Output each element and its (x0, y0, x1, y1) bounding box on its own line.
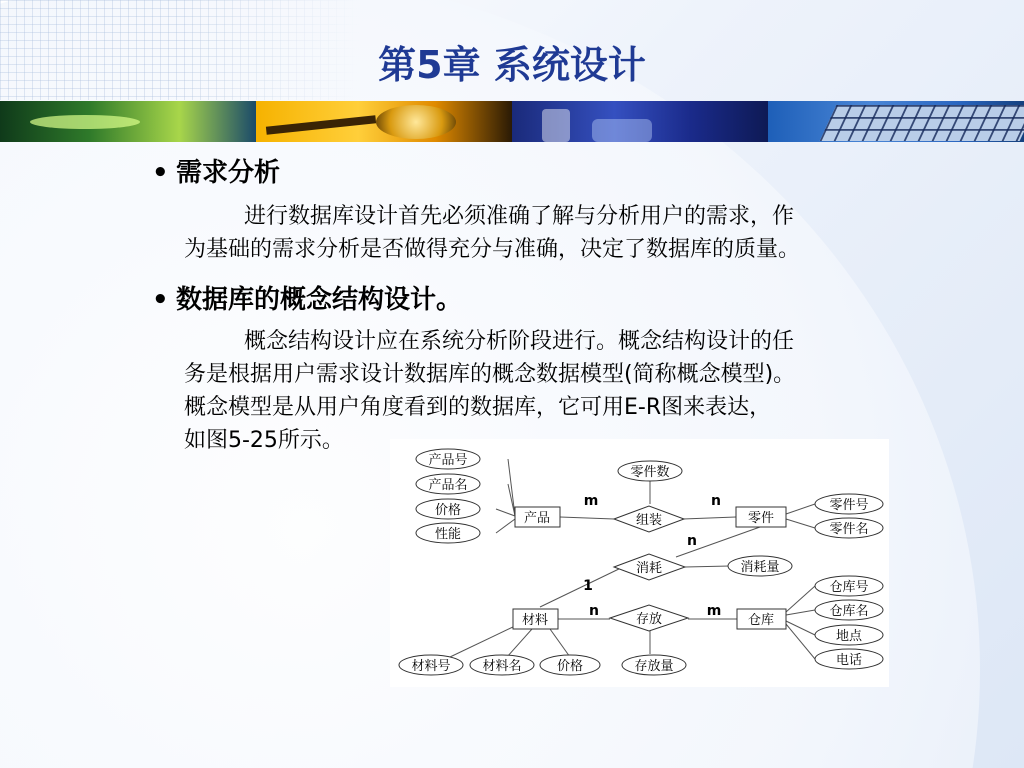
er-attr-location-label: 地点 (835, 629, 863, 644)
banner-image-lab-glassware (512, 101, 768, 142)
bullet-heading-1 (152, 152, 280, 189)
bullet-1-line-1: 进行数据库设计首先必须准确了解与分析用户的需求，作 (244, 204, 795, 229)
er-rel-store-label: 存放 (635, 612, 663, 627)
er-attr-consumption-label: 消耗量 (740, 560, 780, 575)
er-rel-assemble-label: 组装 (635, 513, 663, 528)
er-attr-price-label: 价格 (434, 503, 462, 518)
er-diagram (390, 439, 889, 687)
er-entity-warehouse-label: 仓库 (747, 613, 775, 628)
bullet-2-line-1: 概念结构设计应在系统分析阶段进行。概念结构设计的任 (244, 329, 795, 354)
er-attr-part-name-label: 零件名 (829, 522, 869, 537)
er-entity-material-label: 材料 (521, 613, 549, 628)
banner-image-keyboard (768, 101, 1024, 142)
er-attr-product-no-label: 产品号 (428, 453, 468, 468)
bullet-heading-text: 需求分析 (176, 158, 281, 188)
bullet-heading-2 (152, 279, 462, 316)
er-entity-part-label: 零件 (747, 511, 775, 526)
banner-image-mouse (0, 101, 256, 142)
er-attr-material-no-label: 材料号 (411, 659, 451, 674)
er-attr-part-count-label: 零件数 (630, 465, 670, 480)
er-attr-performance-label: 性能 (434, 527, 462, 542)
er-attr-product-name-label: 产品名 (428, 478, 468, 493)
er-attr-material-price-label: 价格 (556, 659, 584, 674)
banner-image-hard-drive (256, 101, 512, 142)
er-diagram-svg (390, 439, 889, 687)
bullet-2-line-2: 务是根据用户需求设计数据库的概念数据模型(简称概念模型)。 (184, 362, 796, 387)
cardinality-consume-material: 1 (583, 578, 593, 594)
cardinality-consume-part: n (687, 533, 697, 549)
er-attr-store-qty-label: 存放量 (634, 659, 674, 674)
bullet-dot-icon: • (152, 158, 169, 188)
slide-title: 第5章 系统设计 (378, 43, 646, 87)
bullet-2-line-4: 如图5-25所示。 (184, 428, 344, 453)
cardinality-assemble-part: n (711, 493, 721, 509)
header-image-banner (0, 101, 1024, 142)
bullet-dot-icon: • (152, 285, 169, 315)
bullet-2-line-3: 概念模型是从用户角度看到的数据库，它可用E-R图来表达， (184, 395, 772, 420)
cardinality-assemble-product: m (583, 493, 599, 509)
er-attr-warehouse-no-label: 仓库号 (829, 580, 869, 595)
bullet-1-line-2: 为基础的需求分析是否做得充分与准确，决定了数据库的质量。 (184, 237, 801, 262)
er-attr-part-no-label: 零件号 (829, 498, 869, 513)
er-attr-warehouse-name-label: 仓库名 (829, 604, 869, 619)
er-attr-material-name-label: 材料名 (482, 659, 522, 674)
bullet-heading-text: 数据库的概念结构设计。 (176, 285, 463, 315)
cardinality-store-material: n (589, 603, 599, 619)
er-attr-phone-label: 电话 (835, 653, 863, 668)
cardinality-store-warehouse: m (706, 603, 722, 619)
er-entity-product-label: 产品 (523, 511, 551, 526)
er-rel-consume-label: 消耗 (635, 561, 663, 576)
